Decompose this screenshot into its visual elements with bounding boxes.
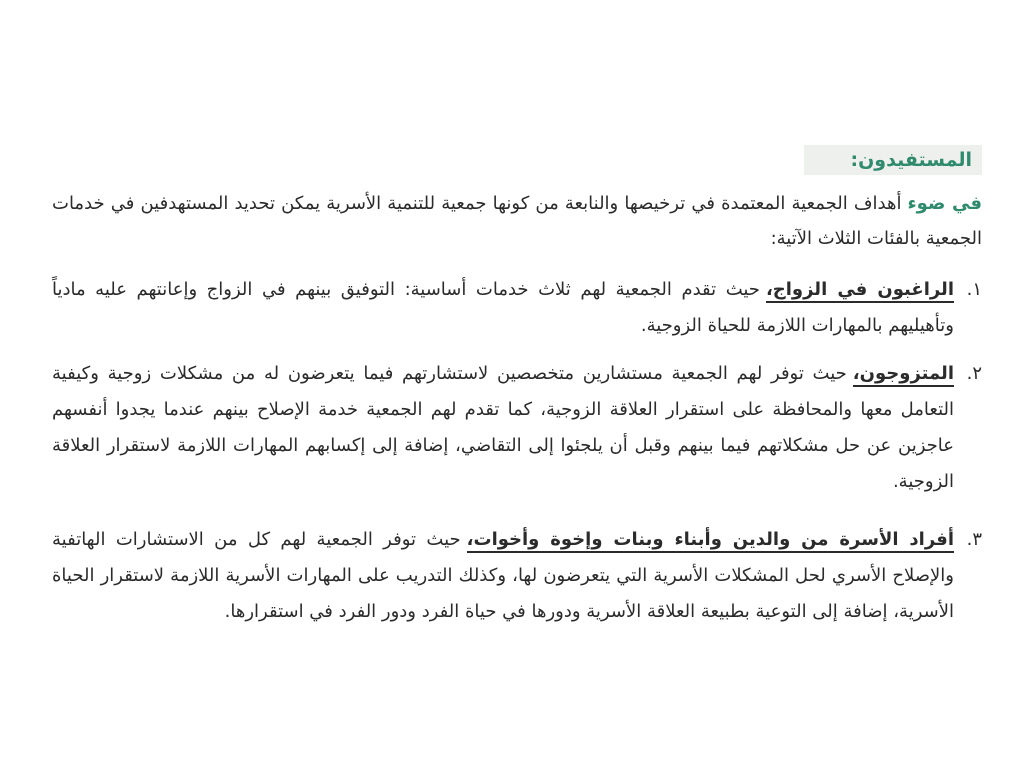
item-body (52, 522, 954, 630)
item-term: أفراد الأسرة من والدين وأبناء وبنات وإخوة وأخوات، (467, 529, 954, 553)
beneficiary-item-3 (52, 522, 982, 630)
item-text: حيث تقدم الجمعية لهم ثلاث خدمات أساسية: التوفيق بينهم في الزواج وإعانتهم عليه مادياً وتأهيليهم بالمهارات اللازمة للحياة الزوجية. (52, 279, 954, 336)
item-term: الراغبون في الزواج، (766, 279, 954, 303)
item-number: ١. (966, 279, 982, 300)
intro-paragraph (52, 186, 982, 256)
intro-lead: في ضوء (907, 193, 982, 214)
item-text: حيث توفر لهم الجمعية مستشارين متخصصين لاستشارتهم فيما يتعرضون له من مشكلات زوجية وكيفية التعامل معها والمحافظة على استقرار العلاقة الزوجية، كما تقدم لهم الجمعية خدمة الإصلاح بينهم عندما يجدوا أنفسهم عاجزين عن حل مشكلاتهم فيما بينهم وقبل أن يلجئوا إلى التقاضي، إضافة إلى إكسابهم المهارات اللازمة لاستقرار العلاقة الزوجية. (52, 363, 954, 492)
beneficiary-item-1 (52, 272, 982, 344)
section-title-box (804, 145, 982, 175)
item-body (52, 272, 954, 344)
item-number: ٣. (966, 529, 982, 550)
beneficiary-item-2 (52, 356, 982, 500)
intro-text: أهداف الجمعية المعتمدة في ترخيصها والنابعة من كونها جمعية للتنمية الأسرية يمكن تحديد المستهدفين في خدمات الجمعية بالفئات الثلاث الآتية: (52, 193, 982, 249)
item-number: ٢. (966, 363, 982, 384)
item-text: حيث توفر الجمعية لهم كل من الاستشارات الهاتفية والإصلاح الأسري لحل المشكلات الأسرية التي يتعرضون لها، وكذلك التدريب على المهارات الأسرية اللازمة لاستقرار الحياة الأسرية، إضافة إلى التوعية بطبيعة العلاقة الأسرية ودورها في حياة الفرد ودور الفرد في استقرارها. (52, 529, 954, 622)
item-body (52, 356, 954, 500)
item-term: المتزوجون، (853, 363, 954, 387)
section-title: المستفيدون: (850, 149, 972, 171)
